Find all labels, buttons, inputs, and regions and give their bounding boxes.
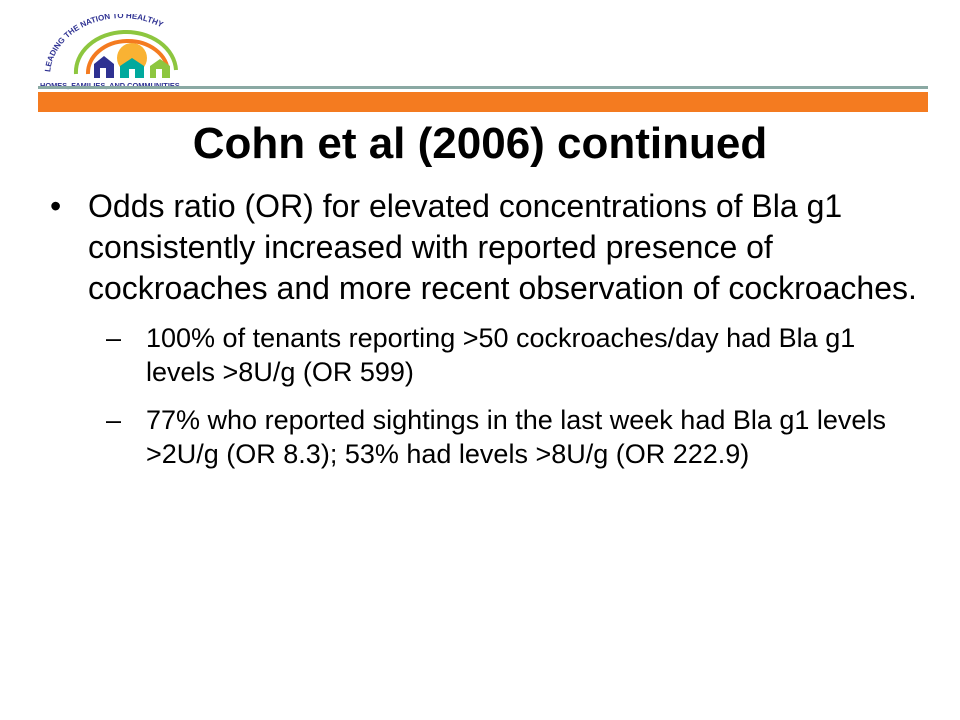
header-divider-line — [38, 86, 928, 89]
sub-bullet-text: 100% of tenants reporting >50 cockroaches/day had Bla g1 levels >8U/g (OR 599) — [146, 323, 856, 387]
sub-bullet-list — [0, 321, 960, 471]
main-bullet — [50, 186, 930, 309]
svg-text:LEADING THE NATION TO HEALTHY: LEADING THE NATION TO HEALTHY — [43, 14, 165, 73]
sub-bullet — [106, 403, 926, 471]
slide-title: Cohn et al (2006) continued — [192, 119, 768, 168]
main-bullet-text: Odds ratio (OR) for elevated concentrations of Bla g1 consistently increased with reported presence of cockroaches and more recent observation of cockroaches. — [88, 188, 917, 306]
sub-bullet-text: 77% who reported sightings in the last week had Bla g1 levels >2U/g (OR 8.3); 53% had levels >8U/g (OR 222.9) — [146, 405, 886, 469]
header-band — [38, 86, 928, 112]
dash-marker: – — [106, 405, 122, 435]
healthy-homes-logo — [36, 14, 206, 90]
sub-bullet — [106, 321, 926, 389]
bullet-marker: • — [50, 188, 62, 224]
dash-marker: – — [106, 323, 122, 353]
slide-body — [0, 186, 960, 485]
header-orange-bar — [38, 92, 928, 112]
